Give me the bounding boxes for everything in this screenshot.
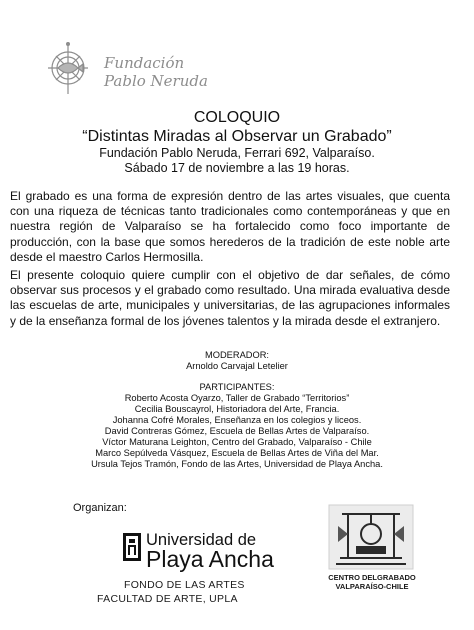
fondo-artes: FONDO DE LAS ARTES [124, 579, 245, 591]
facultad-arte: FACULTAD DE ARTE, UPLA [97, 593, 238, 605]
event-date: Sábado 17 de noviembre a las 19 horas. [124, 161, 350, 175]
moderator-block [0, 350, 474, 372]
participant-item: Cecilia Bouscayrol, Historiadora del Arte, Francia. [134, 404, 340, 414]
event-title: COLOQUIO [193, 109, 281, 126]
participant-item: David Contreras Gómez, Escuela de Bellas Artes de Valparaíso. [104, 426, 370, 436]
fundacion-line1: Fundación [104, 54, 185, 72]
centro-grabado-logo [312, 504, 432, 596]
centro-line2: VALPARAÍSO-CHILE [335, 582, 409, 591]
participant-item: Víctor Maturana Leighton, Centro del Grabado, Valparaíso - Chile [102, 437, 372, 447]
participant-item: Marco Sepúlveda Vásquez, Escuela de Bellas Artes de Viña del Mar. [95, 448, 379, 458]
upla-logo [92, 528, 292, 608]
participants-block [0, 382, 474, 470]
moderator-name: Arnoldo Carvajal Letelier [186, 361, 288, 371]
paragraph-objective: El presente coloquio quiere cumplir con el objetivo de dar señales, de cómo observar sus procesos y el grabado como resultado. Una mirada evaluativa desde las escuelas de arte, municipales y universitarias, de las agrupaciones informales y de la enseñanza formal de los jóvenes talentos y la mirada desde el extranjero. [10, 268, 450, 328]
event-subtitle: “Distintas Miradas al Observar un Grabado” [82, 128, 392, 145]
organizers-label: Organizan: [73, 502, 127, 514]
upla-line1: Universidad de [146, 531, 257, 549]
fundacion-logo [46, 40, 206, 98]
university-shield-icon [122, 532, 142, 562]
printing-press-icon [328, 504, 414, 570]
participant-item: Roberto Acosta Oyarzo, Taller de Grabado “Territorios” [124, 393, 350, 403]
fundacion-line2: Pablo Neruda [104, 72, 208, 90]
fundacion-name [104, 54, 208, 90]
upla-line2: Playa Ancha [146, 546, 274, 572]
paragraph-intro: El grabado es una forma de expresión dentro de las artes visuales, que cuenta con una riqueza de técnicas tanto tradicionales como contemporáneas y que en nuestra región de Valparaíso se ha fortalecido como foco importante de producción, con la base que somos herederos de la tradición de este noble arte desde el maestro Carlos Hermosilla. [10, 189, 450, 264]
centro-line1: CENTRO DELGRABADO [328, 573, 416, 582]
event-header [0, 109, 474, 176]
compass-fish-emblem-icon [46, 40, 90, 96]
event-venue: Fundación Pablo Neruda, Ferrari 692, Valparaíso. [99, 146, 375, 160]
moderator-heading: MODERADOR: [204, 350, 270, 360]
participant-item: Ursula Tejos Tramón, Fondo de las Artes, Universidad de Playa Ancha. [91, 459, 383, 469]
participants-heading: PARTICIPANTES: [199, 382, 275, 392]
participant-item: Johanna Cofré Morales, Enseñanza en los colegios y liceos. [112, 415, 362, 425]
